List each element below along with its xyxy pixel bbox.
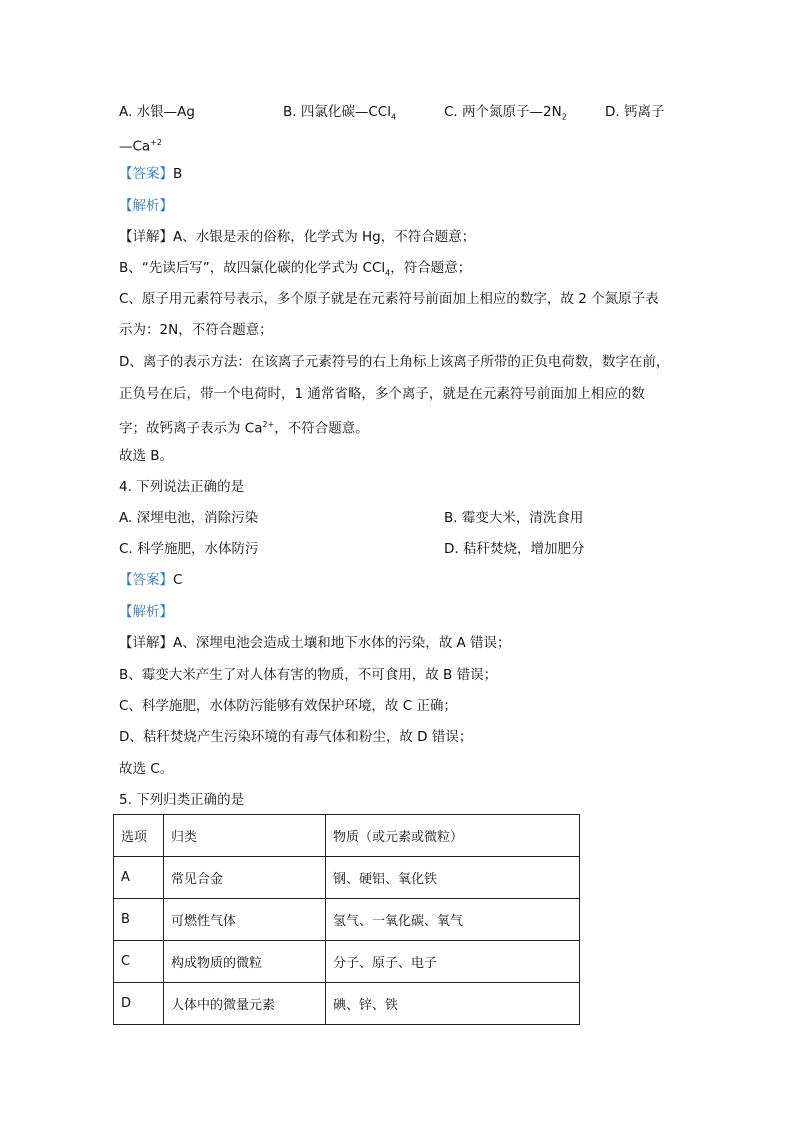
q3-option-b: B. 四氯化碳—CCl$_4$ [283,104,397,122]
cell: B [114,899,164,941]
q3-detail-5: D、离子的表示方法：在该离子元素符号的右上角标上该离子所带的正负电荷数，数字在前， [119,354,670,370]
q3-conclusion: 故选 B。 [119,448,174,464]
header-cell: 归类 [164,815,326,857]
cell: 可燃性气体 [164,899,326,941]
cell: D [114,983,164,1025]
q3-detail-1: 【详解】A、水银是汞的俗称，化学式为 Hg，不符合题意； [119,229,476,245]
q3-option-d: D. 钙离子 [605,104,665,120]
cell: 分子、原子、电子 [326,941,580,983]
q3-detail-2: B、“先读后写”，故四氯化碳的化学式为 CCl$_4$，符合题意； [119,260,472,278]
q3-detail-3: C、原子用元素符号表示，多个原子就是在元素符号前面加上相应的数字，故 2 个氮原子表 [119,291,659,307]
cell: 常见合金 [164,857,326,899]
cell: 构成物质的微粒 [164,941,326,983]
q4-detail-1: 【详解】A、深埋电池会造成土壤和地下水体的污染，故 A 错误； [119,635,511,651]
q5-table [113,814,580,1025]
q4-option-c: C. 科学施肥，水体防污 [119,541,259,557]
table-row [114,983,580,1025]
q3-option-c: C. 两个氮原子$—2N_2$ [444,104,567,122]
q3-detail-7: 字；故钙离子表示为 $Ca^{2+}$，不符合题意。 [119,420,369,437]
q5-stem: 5. 下列归类正确的是 [119,792,245,808]
q4-stem: 4. 下列说法正确的是 [119,479,245,495]
cell: 氢气、一氧化碳、氧气 [326,899,580,941]
q3-detail-6: 正负号在后，带一个电荷时，1 通常省略，多个离子，就是在元素符号前面加上相应的数 [119,386,645,402]
q4-detail-2: B、霉变大米产生了对人体有害的物质，不可食用，故 B 错误； [119,667,498,683]
q4-detail-3: C、科学施肥，水体防污能够有效保护环境，故 C 正确； [119,698,457,714]
q4-conclusion: 故选 C。 [119,761,174,777]
cell: 碘、锌、铁 [326,983,580,1025]
cell: 钢、硬铝、氧化铁 [326,857,580,899]
q4-option-d: D. 秸秆焚烧，增加肥分 [444,541,585,557]
q4-answer: 【答案】C [119,572,183,588]
header-cell: 物质（或元素或微粒） [326,815,580,857]
q4-option-b: B. 霉变大米，清洗食用 [444,510,584,526]
header-cell: 选项 [114,815,164,857]
q3-answer: 【答案】B [119,166,183,182]
cell: 人体中的微量元素 [164,983,326,1025]
table-header-row [114,815,580,857]
q4-analysis-label: 【解析】 [119,604,173,620]
cell: C [114,941,164,983]
table-row [114,899,580,941]
table-row [114,857,580,899]
q3-detail-4: 示为：2N，不符合题意； [119,322,273,338]
q4-option-a: A. 深埋电池，消除污染 [119,510,259,526]
q3-option-d-cont: $—Ca^{+2}$ [119,138,162,155]
q3-option-a: A. 水银—Ag [119,104,195,120]
cell: A [114,857,164,899]
table-row [114,941,580,983]
q3-analysis-label: 【解析】 [119,198,173,214]
q4-detail-4: D、秸秆焚烧产生污染环境的有毒气体和粉尘，故 D 错误； [119,729,473,745]
